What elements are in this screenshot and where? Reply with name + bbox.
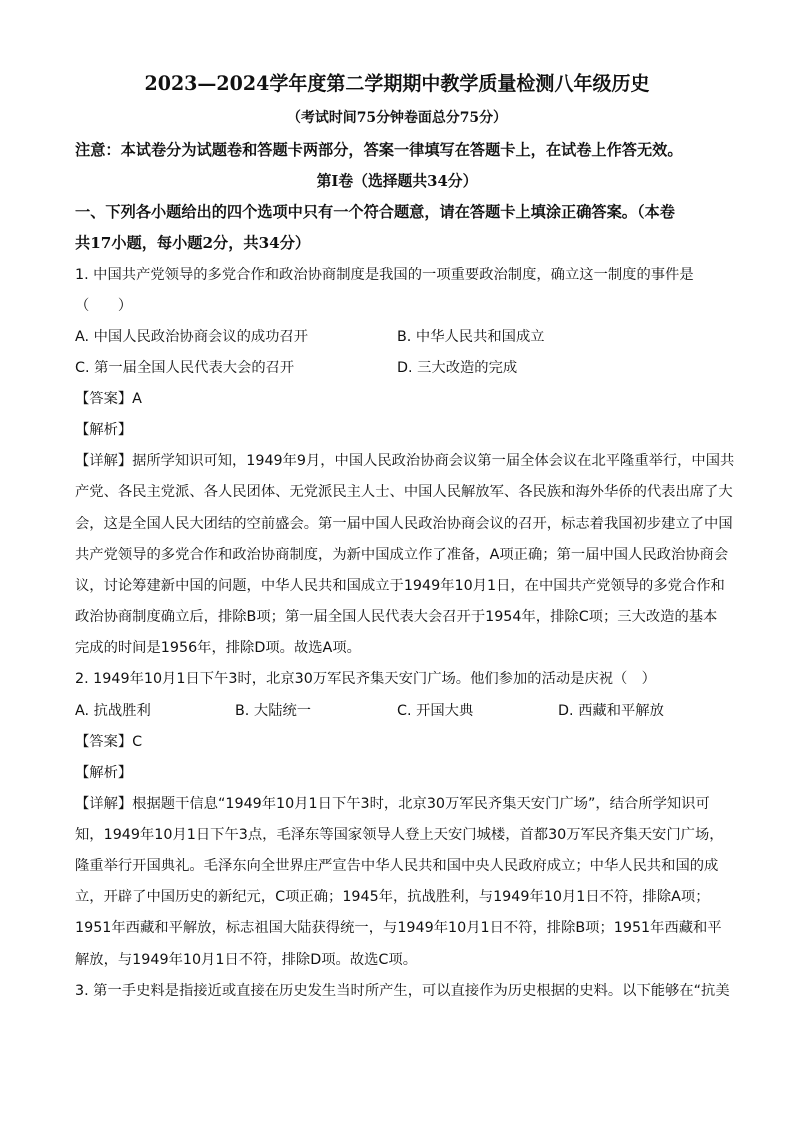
q1-option-c: C. 第一届全国人民代表大会的召开 xyxy=(75,360,295,376)
q1-detail-line: 共产党领导的多党合作和政治协商制度，为新中国成立作了准备，A项正确；第一届中国人民政治协商会 xyxy=(75,547,729,563)
q2-detail-line: 隆重举行开国典礼。毛泽东向全世界庄严宣告中华人民共和国中央人民政府成立；中华人民共和国的成 xyxy=(75,858,719,874)
exam-subtitle: （考试时间75分钟卷面总分75分） xyxy=(287,110,507,126)
q1-stem-line2: （ ） xyxy=(75,298,133,314)
q2-stem: 2. 1949年10月1日下午3时，北京30万军民齐集天安门广场。他们参加的活动是庆祝（ ） xyxy=(75,671,656,687)
q1-answer: 【答案】A xyxy=(75,391,142,407)
q3-stem: 3. 第一手史料是指接近或直接在历史发生当时所产生，可以直接作为历史根据的史料。以下能够在“抗美 xyxy=(75,983,730,999)
q2-detail-line: 【详解】根据题干信息“1949年10月1日下午3时，北京30万军民齐集天安门广场”，结合所学知识可 xyxy=(75,796,710,812)
q1-detail-line: 政治协商制度确立后，排除B项；第一届全国人民代表大会召开于1954年，排除C项；三大改造的基本 xyxy=(75,609,718,625)
q1-detail-line: 会，这是全国人民大团结的空前盛会。第一届中国人民政治协商会议的召开，标志着我国初步建立了中国 xyxy=(75,516,733,532)
exam-notice: 注意：本试卷分为试题卷和答题卡两部分，答案一律填写在答题卡上，在试卷上作答无效。 xyxy=(75,141,683,159)
q2-detail-line: 1951年西藏和平解放，标志祖国大陆获得统一，与1949年10月1日不符，排除B项；1951年西藏和平 xyxy=(75,920,722,936)
q1-detail-line: 完成的时间是1956年，排除D项。故选A项。 xyxy=(75,640,361,656)
q2-option-d: D. 西藏和平解放 xyxy=(558,703,664,719)
q1-option-b: B. 中华人民共和国成立 xyxy=(397,329,545,345)
q2-detail-line: 解放，与1949年10月1日不符，排除D项。故选C项。 xyxy=(75,952,418,968)
q1-detail-line: 产党、各民主党派、各人民团体、无党派民主人士、中国人民解放军、各民族和海外华侨的代表出席了大 xyxy=(75,484,733,500)
section-instruction-line2: 共17小题，每小题2分，共34分） xyxy=(75,234,311,252)
q2-detail-line: 知，1949年10月1日下午3点，毛泽东等国家领导人登上天安门城楼，首都30万军民齐集天安门广场， xyxy=(75,827,724,843)
q1-option-a: A. 中国人民政治协商会议的成功召开 xyxy=(75,329,309,345)
q2-option-a: A. 抗战胜利 xyxy=(75,703,151,719)
q2-detail-line: 立，开辟了中国历史的新纪元，C项正确；1945年，抗战胜利，与1949年10月1日不符，排除A项； xyxy=(75,889,710,905)
section-instruction-line1: 一、下列各小题给出的四个选项中只有一个符合题意，请在答题卡上填涂正确答案。（本卷 xyxy=(75,203,675,221)
q1-analysis-label: 【解析】 xyxy=(75,422,133,438)
part-heading: 第Ⅰ卷（选择题共34分） xyxy=(316,172,478,190)
q1-option-d: D. 三大改造的完成 xyxy=(397,360,518,376)
page-title: 2023—2024学年度第二学期期中教学质量检测八年级历史 xyxy=(144,72,650,95)
q2-answer: 【答案】C xyxy=(75,734,143,750)
q1-detail-line: 【详解】据所学知识可知，1949年9月，中国人民政治协商会议第一届全体会议在北平隆重举行，中国共 xyxy=(75,453,735,469)
q2-option-c: C. 开国大典 xyxy=(397,703,474,719)
q1-detail-line: 议，讨论筹建新中国的问题，中华人民共和国成立于1949年10月1日，在中国共产党领导的多党合作和 xyxy=(75,578,725,594)
q1-stem-line1: 1. 中国共产党领导的多党合作和政治协商制度是我国的一项重要政治制度，确立这一制度的事件是 xyxy=(75,267,694,283)
q2-option-b: B. 大陆统一 xyxy=(235,703,312,719)
q2-analysis-label: 【解析】 xyxy=(75,765,133,781)
